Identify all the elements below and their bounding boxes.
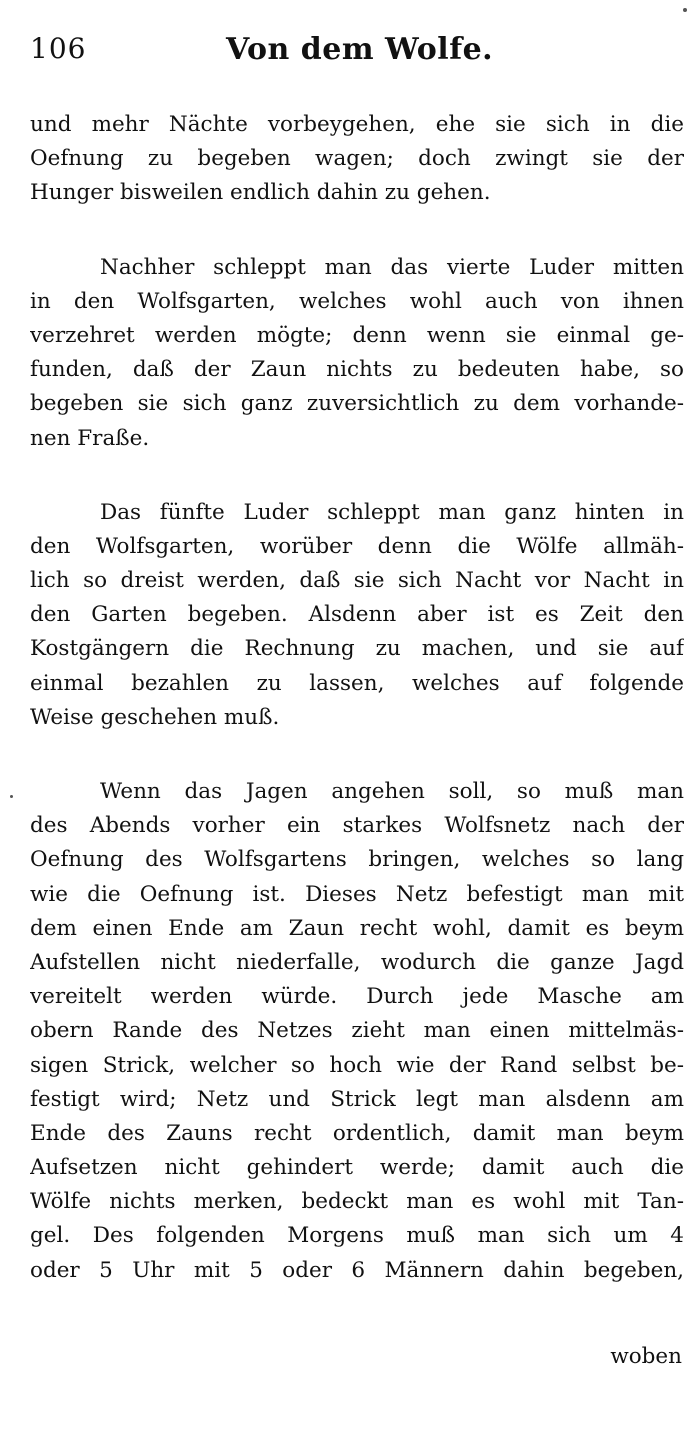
text-line: sigen Strick, welcher so hoch wie der Rand selbst be-	[30, 1052, 684, 1078]
running-head: Von dem Wolfe.	[226, 32, 494, 67]
paragraph-4	[30, 775, 684, 1288]
text-line: in den Wolfsgarten, welches wohl auch von ihnen	[30, 288, 684, 314]
text-line: Nachher schleppt man das vierte Luder mitten	[100, 254, 684, 280]
text-line: Weise geschehen muß.	[30, 704, 280, 730]
text-line: lich so dreist werden, daß sie sich Nacht vor Nacht in	[30, 568, 684, 594]
text-line: des Abends vorher ein starkes Wolfsnetz nach der	[30, 813, 684, 839]
text-line: verzehret werden mögte; denn wenn sie einmal ge-	[30, 322, 684, 348]
paragraph-3	[30, 496, 684, 735]
text-line: Wenn das Jagen angehen soll, so muß man	[100, 779, 684, 804]
text-line: Oefnung zu begeben wagen; doch zwingt sie der	[30, 146, 684, 172]
text-line: Hunger bisweilen endlich dahin zu gehen.	[30, 180, 491, 206]
text-line: Wölfe nichts merken, bedeckt man es wohl mit Tan-	[30, 1189, 684, 1215]
text-line: vereitelt werden würde. Durch jede Masche am	[30, 984, 684, 1010]
text-line: und mehr Nächte vorbeygehen, ehe sie sich in die	[30, 112, 684, 137]
text-line: den Wolfsgarten, worüber denn die Wölfe allmäh-	[30, 533, 684, 559]
catchword: woben	[610, 1344, 682, 1369]
text-line: wie die Oefnung ist. Dieses Netz befestigt man mit	[30, 881, 684, 907]
text-line: gel. Des folgenden Morgens muß man sich um 4	[30, 1223, 684, 1249]
text-line: festigt wird; Netz und Strick legt man alsdenn am	[30, 1086, 684, 1112]
text-line: funden, daß der Zaun nichts zu bedeuten habe, so	[30, 357, 684, 383]
text-line: Ende des Zauns recht ordentlich, damit man beym	[30, 1120, 684, 1146]
text-line: dem einen Ende am Zaun recht wohl, damit es beym	[30, 915, 684, 941]
text-line: Kostgängern die Rechnung zu machen, und sie auf	[30, 636, 684, 662]
ink-speck	[683, 8, 687, 12]
page-header	[30, 32, 680, 82]
text-line: begeben sie sich ganz zuversichtlich zu dem vorhande-	[30, 391, 684, 417]
text-line: Aufsetzen nicht gehindert werde; damit auch die	[30, 1155, 684, 1181]
page-number: 106	[30, 32, 87, 65]
text-line: Aufstellen nicht niederfalle, wodurch die ganze Jagd	[30, 949, 684, 975]
text-line: Das fünfte Luder schleppt man ganz hinten in	[100, 499, 684, 525]
paragraph-1	[30, 108, 684, 211]
text-line: Oefnung des Wolfsgartens bringen, welches so lang	[30, 847, 684, 873]
text-line: oder 5 Uhr mit 5 oder 6 Männern dahin begeben,	[30, 1257, 684, 1283]
paragraph-2	[30, 251, 684, 456]
text-line: einmal bezahlen zu lassen, welches auf folgende	[30, 670, 684, 696]
ink-speck	[10, 795, 13, 798]
text-line: nen Fraße.	[30, 425, 150, 451]
body-text	[30, 108, 684, 1328]
text-line: den Garten begeben. Alsdenn aber ist es Zeit den	[30, 602, 684, 628]
text-line: obern Rande des Netzes zieht man einen mittelmäs-	[30, 1018, 684, 1044]
